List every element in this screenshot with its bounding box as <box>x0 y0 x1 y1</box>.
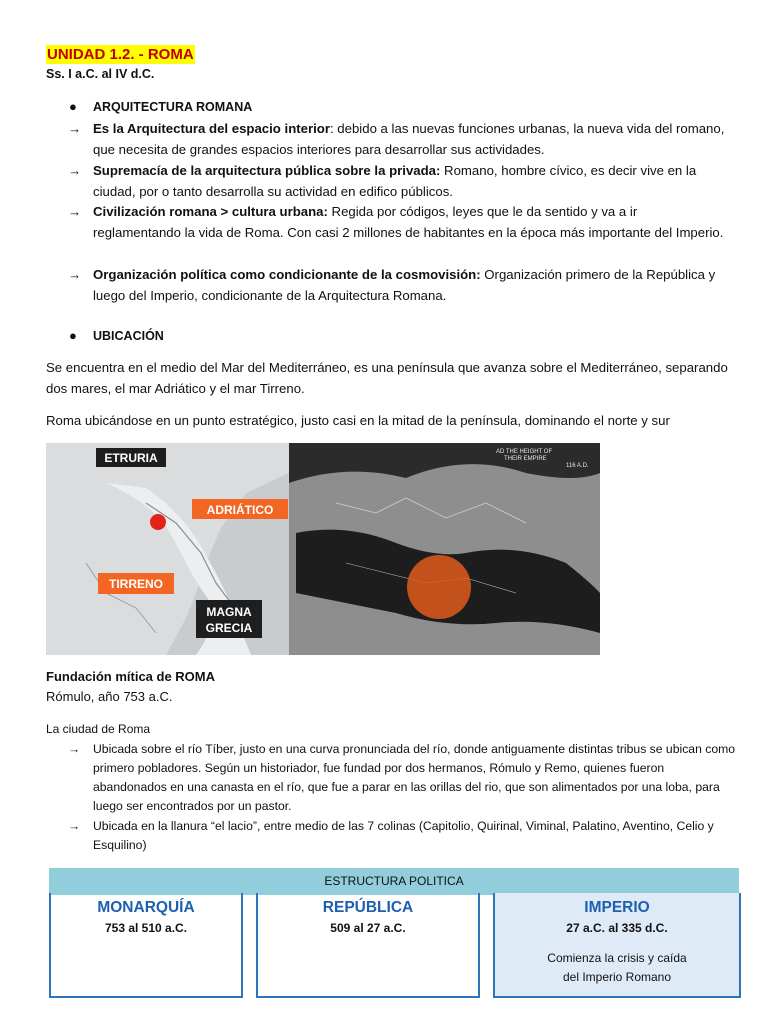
rome-marker <box>150 514 166 530</box>
arrow-icon: → <box>68 742 81 756</box>
label-adriatico: ADRIÁTICO <box>206 503 274 517</box>
arrow-icon: → <box>68 819 81 833</box>
ubicacion-paragraph-1: Se encuentra en el medio del Mar del Mediterráneo, es una península que avanza sobre el Mediterráneo, separando dos mares, el mar Adriático y el mar Tirreno. <box>46 360 728 396</box>
empire-center-marker <box>407 555 471 619</box>
ciudad-label: La ciudad de Roma <box>46 722 151 736</box>
fundacion-subtitle: Rómulo, año 753 a.C. <box>46 689 173 704</box>
document-page: UNIDAD 1.2. - ROMA Ss. I a.C. al IV d.C. ● ARQUITECTURA ROMANA → Es la Arquitectura del espacio interior: debido a las nuevas funciones urbanas, la nueva vida del romano, que necesita de grandes espacios interiores para desarrollar sus actividades. → Supremacía de la arquitectura pública sobre la privada: Romano, hombre cívico, es decir vive en la ciudad, por o tanto desarrolla su actividad en edifico públicos. → Civilización romana > cultura urbana: Regida por códigos, leyes que le da sentido y va a ir reglamentando la vida de Roma. Con casi 2 millones de habitantes en la época más importante del Imperio. → Organización política como condicionante de la cosmovisión: Organización primero de la República y luego del Imperio, condicionante de la Arquitectura Romana. ● UBICACIÓN Se encuentra en el medio del Mar del Mediterráneo, es una península que avanza sobre el Mediterráneo, separando dos mares, el mar Adriático y el mar Tirreno. Roma ubicándose en un punto estratégico, justo casi en la mitad de la península, dominando el norte y sur AD THE HEIGHT OF THEIR EMPIRE 116 A.D. ETRURIA ADRIÁTICO TIRRENO MAGNA GRECIA Fundación mítica de ROMA Rómulo, año 753 a.C. La ciudad de Roma → Ubicada sobre el río Tíber, justo en una curva pronunciada del río, donde antiguamente distintas tribus se ubican como primero pobladores. Según un historiador, fue fundad por dos hermanos, Rómulo y Remo, quienes fueron abandonados en una canasta en el río, que fue a parar en las orillas del rio, que son alimentados por una loba, para luego ser encontrados por un pastor. → Ubicada en la llanura “el lacio”, entre medio de las 7 colinas (Capitolio, Quirinal, Viminal, Palatino, Aventino, Celio y Esquilino) ESTRUCTURA POLITICA MONARQUÍA 753 al 510 a.C. REPÚBLICA 509 al 27 a.C. IMPERIO 27 a.C. al 335 d.C. Comienza la crisis y caída del Imperio Romano <box>0 0 768 1024</box>
box-title: REPÚBLICA <box>322 899 414 916</box>
box-note: Comienza la crisis y caída del Imperio Romano <box>547 951 687 984</box>
period-subtitle: Ss. I a.C. al IV d.C. <box>46 67 155 81</box>
bullet-dot: ● <box>69 99 77 114</box>
box-imperio <box>493 893 741 998</box>
ciudad-item-1: → Ubicada sobre el río Tíber, justo en una curva pronunciada del río, donde antiguamente distintas tribus se ubican como primero pobladores. Según un historiador, fue fundad por dos hermanos, Rómulo y Remo, quienes fueron abandonados en una canasta en el río, que fue a parar en las orillas del rio, que son alimentados por una loba, para luego ser encontrados por un pastor. <box>68 742 736 813</box>
arq-item-4: → Organización política como condicionante de la cosmovisión: Organización primero de la República y luego del Imperio, condicionante de la Arquitectura Romana. <box>68 267 716 303</box>
box-dates: 27 a.C. al 335 d.C. <box>566 921 668 935</box>
svg-text:THEIR EMPIRE: THEIR EMPIRE <box>504 456 547 462</box>
unit-title: UNIDAD 1.2. - ROMA <box>47 46 194 63</box>
arrow-icon: → <box>68 163 82 178</box>
label-grecia: GRECIA <box>205 621 253 635</box>
box-title: MONARQUÍA <box>97 899 195 916</box>
arq-item-3: → Civilización romana > cultura urbana: Regida por códigos, leyes que le da sentido y va a ir reglamentando la vida de Roma. Con casi 2 millones de habitantes en la época más importante del Imperio. <box>68 204 724 240</box>
arrow-icon: → <box>68 267 82 282</box>
box-title: IMPERIO <box>584 899 650 916</box>
box-republica <box>256 893 480 998</box>
rome-location-map <box>46 443 600 655</box>
bullet-dot: ● <box>69 328 77 343</box>
ubicacion-paragraph-2: Roma ubicándose en un punto estratégico, justo casi en la mitad de la península, dominando el norte y sur <box>46 413 670 428</box>
label-magna: MAGNA <box>206 605 252 619</box>
arrow-icon: → <box>68 204 82 219</box>
fundacion-title: Fundación mítica de ROMA <box>46 669 216 684</box>
arrow-icon: → <box>68 121 82 136</box>
estructura-header: ESTRUCTURA POLITICA <box>49 868 739 895</box>
svg-text:AD THE HEIGHT OF: AD THE HEIGHT OF <box>496 449 553 455</box>
arq-item-1: → Es la Arquitectura del espacio interior: debido a las nuevas funciones urbanas, la nueva vida del romano, que necesita de grandes espacios interiores para desarrollar sus actividades. <box>68 121 725 157</box>
ciudad-item-2: → Ubicada en la llanura “el lacio”, entre medio de las 7 colinas (Capitolio, Quirinal, Viminal, Palatino, Aventino, Celio y Esquilino) <box>68 819 714 852</box>
label-etruria: ETRURIA <box>104 451 158 465</box>
box-monarquia <box>49 893 243 998</box>
label-tirreno: TIRRENO <box>109 577 163 591</box>
box-dates: 509 al 27 a.C. <box>330 921 406 935</box>
svg-text:116 A.D.: 116 A.D. <box>566 463 589 469</box>
arq-item-2: → Supremacía de la arquitectura pública sobre la privada: Romano, hombre cívico, es decir vive en la ciudad, por o tanto desarrolla su actividad en edifico públicos. <box>68 163 697 199</box>
box-dates: 753 al 510 a.C. <box>104 921 188 935</box>
